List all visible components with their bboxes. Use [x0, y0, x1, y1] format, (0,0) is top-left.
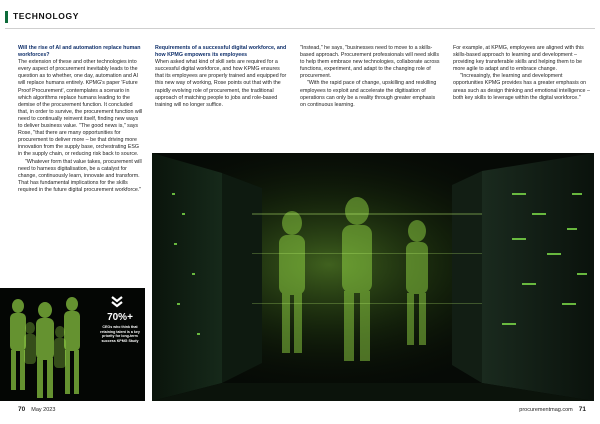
footer-right: [519, 406, 586, 413]
server-room-illustration: [152, 153, 594, 401]
column-4-paragraph-2: "Increasingly, the learning and development opportunities KPMG provides has a greater emphasis on areas such as design thinking and emotional intelligence – both key skills to leverage within the digital workforce.": [453, 73, 590, 101]
section-accent-bar: [5, 11, 8, 23]
column-1-paragraph-2: "Whatever form that value takes, procurement will need to harness digitalisation, be a catalyst for change, continuously learn, innovate and transform. That has fundamental implications for the skills required in the future digital procurement workforce.": [18, 158, 142, 193]
left-page-number: 70: [18, 406, 26, 413]
article-column-3: [300, 45, 440, 109]
stat-description: CEOs who think that retaining talent is a key priority for long-term success KPMG Study: [100, 325, 140, 343]
column-1-paragraph-1: The extension of these and other technologies into every aspect of procurement inevitably leads to the question as to whether, one day, automation and AI will replace humans entirely. KPMG's paper 'Future Proof Procurement', contemplates a scenario in which algorithms replace humans leading to the demise of the procurement function. It concluded that, in order to survive, the procurement function will need to continually reinvent itself, finding new ways to deliver business value. "The good news is," says Rose, "that there are many opportunities for procurement to deliver more – be that driving more innovation from the supply base, orchestrating ESG in the supply chain, or reducing risk back to source.: [18, 59, 143, 158]
double-chevron-down-icon: [110, 295, 124, 309]
column-4-paragraph-1: For example, at KPMG, employees are aligned with this skills-based approach to learning and development – providing key transferable skills and helping them to be more agile to adapt and to embrace change.: [453, 45, 584, 73]
article-column-1: [18, 45, 144, 194]
article-column-4: [453, 45, 593, 102]
article-column-2: [155, 45, 287, 109]
server-room-hologram-photo: [152, 153, 594, 401]
column-1-heading: Will the rise of AI and automation replace human workforces?: [18, 45, 141, 59]
section-divider: [5, 28, 595, 29]
footer-left: [18, 406, 55, 413]
column-3-paragraph-1: "Instead," he says, "businesses need to move to a skills-based approach. Procurement professionals will need skills to help them embrace new technologies, collaborate across functions, experiment, and adapt to the changing role of procurement.: [300, 45, 440, 80]
right-page-number: 71: [578, 406, 586, 413]
column-2-paragraph-1: When asked what kind of skill sets are required for a successful digital workforce, and how KPMG ensures that its employees are properly trained and equipped for this new way of working, Rose points out that with the rapidly evolving role of procurement, the traditional approach of matching people to jobs and role-based training will no longer suffice.: [155, 59, 287, 108]
section-title: TECHNOLOGY: [13, 11, 79, 21]
stat-value: 70%+: [107, 312, 133, 323]
column-3-paragraph-2: "With the rapid pace of change, upskilling and reskilling employees to exploit and accelerate the digitisation of operations can only be a reality through greater emphasis on continuous learning.: [300, 80, 437, 108]
column-2-heading: Requirements of a successful digital workforce, and how KPMG empowers its employees: [155, 45, 287, 59]
issue-date: May 2023: [31, 407, 56, 413]
site-url: procurementmag.com: [519, 407, 573, 413]
